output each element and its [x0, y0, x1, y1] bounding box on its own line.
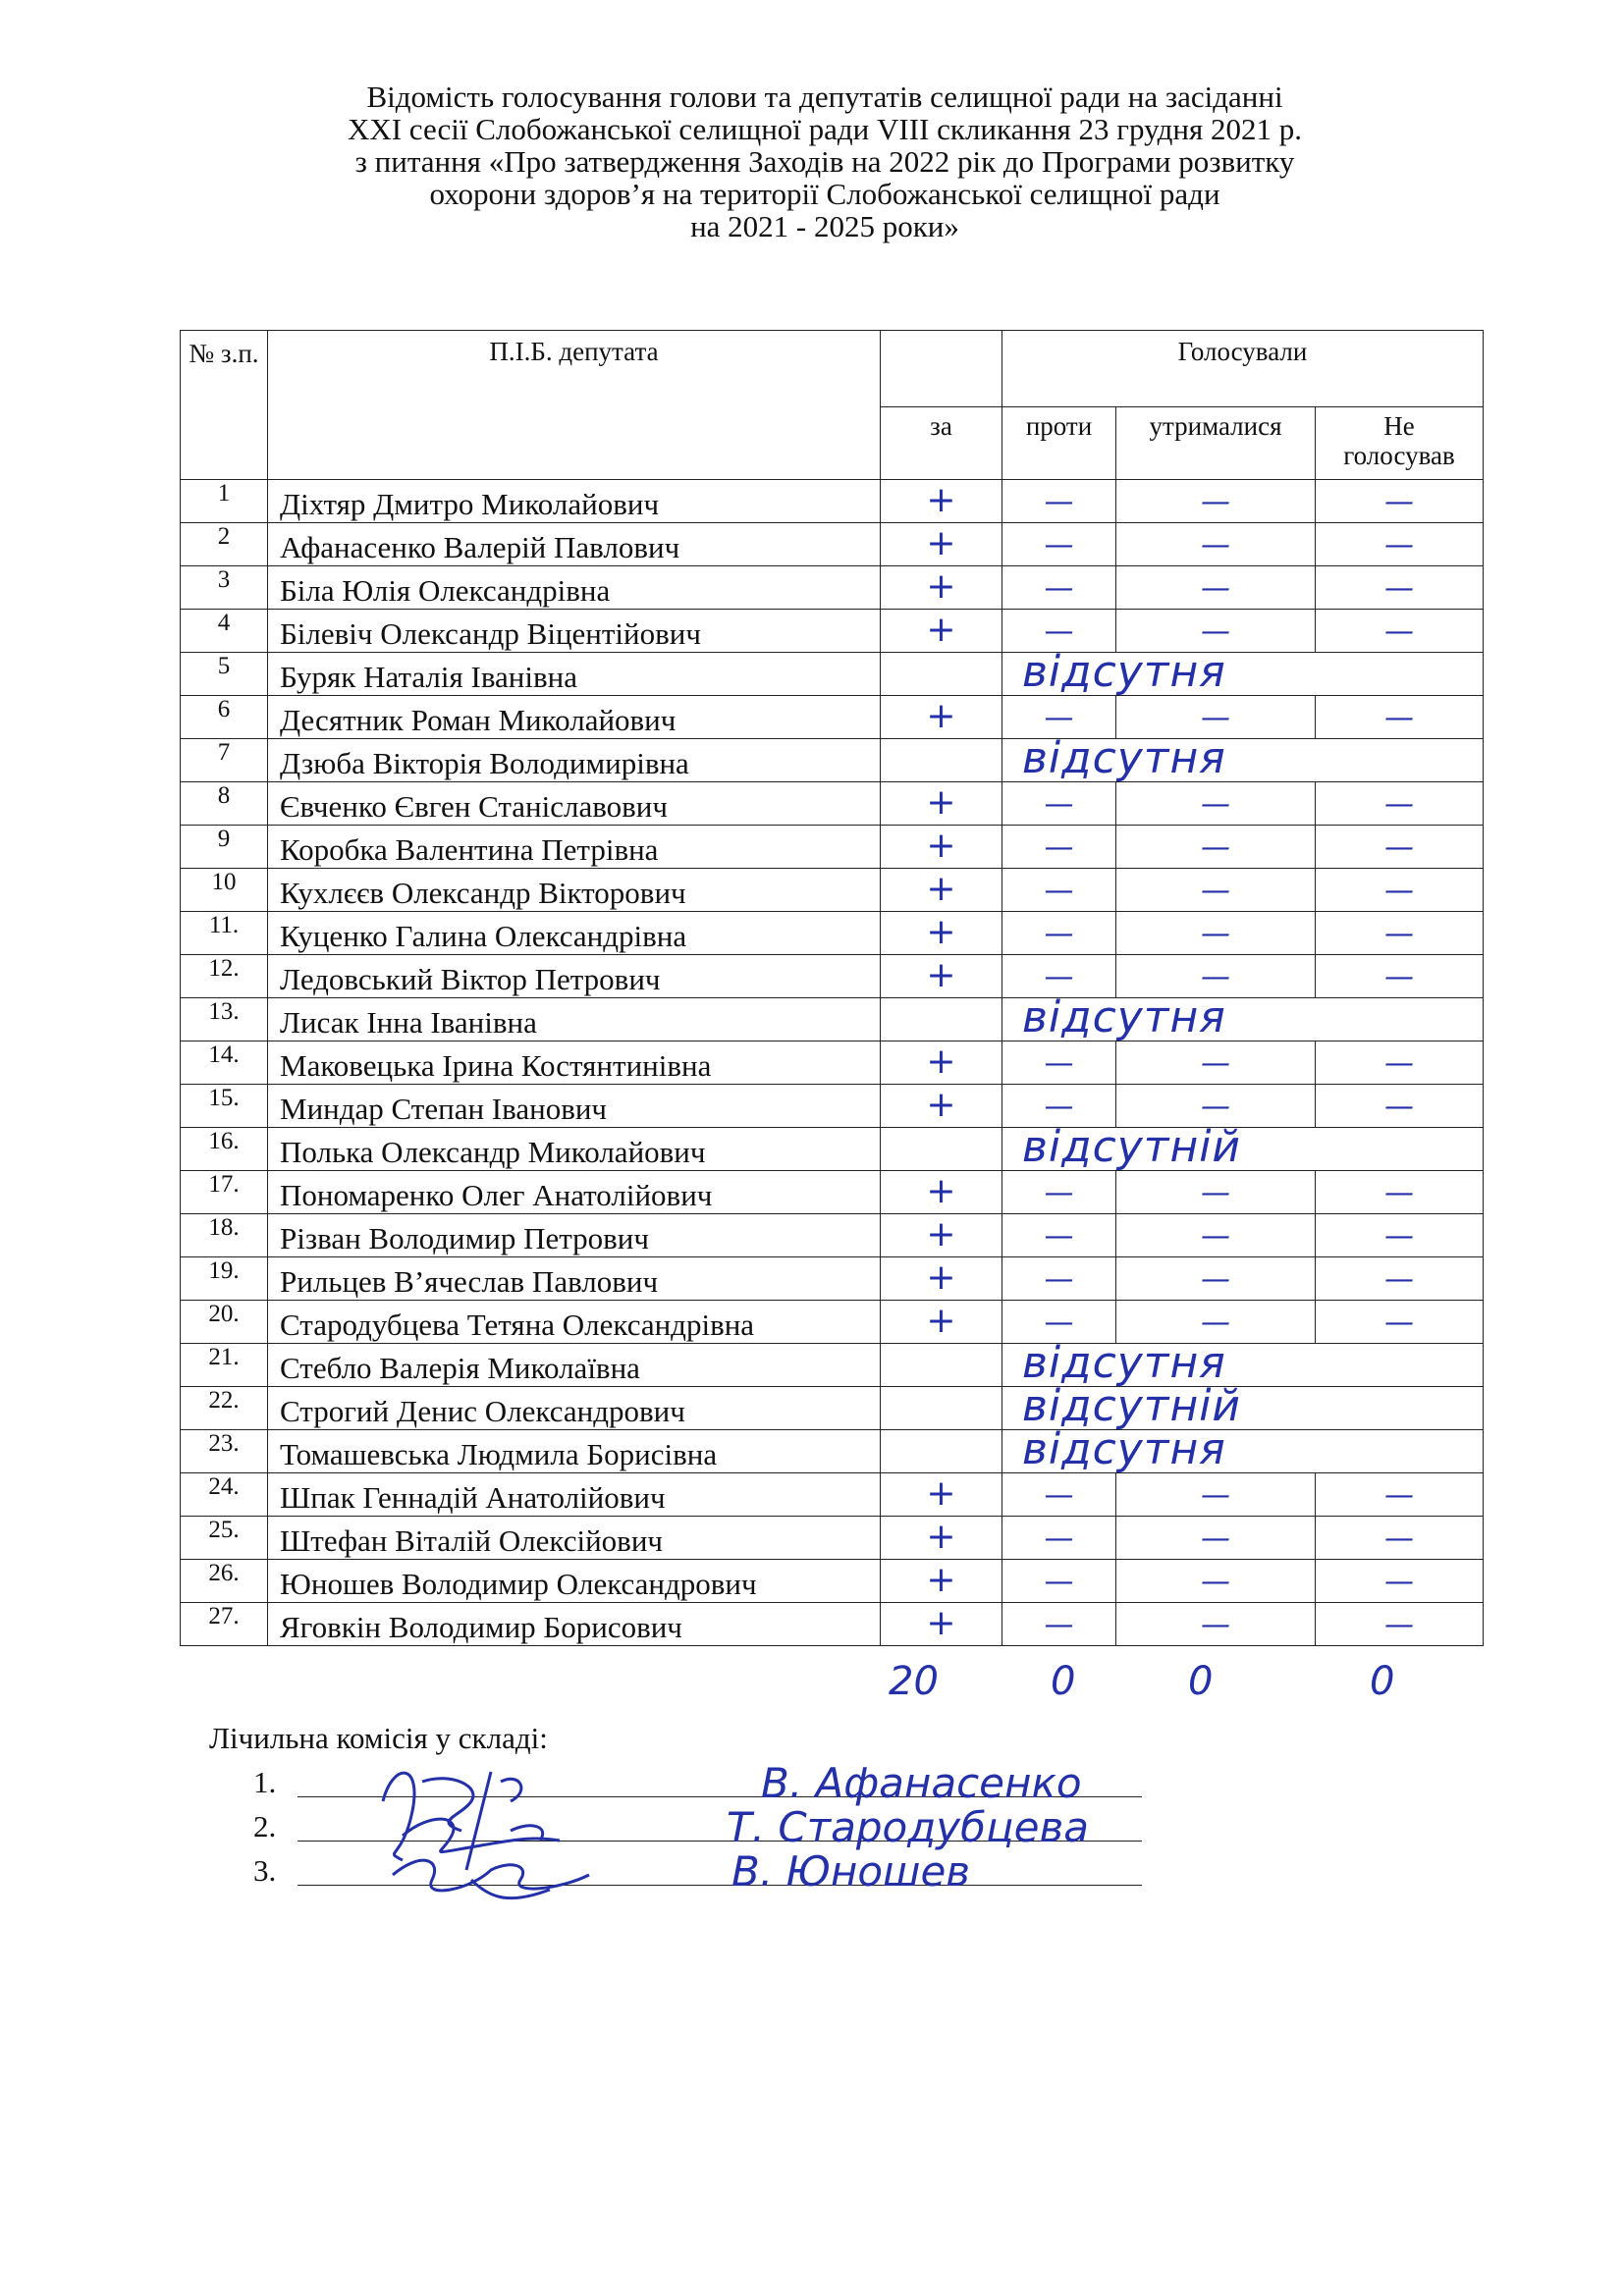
vote-cell	[881, 523, 1002, 566]
row-number: 19.	[181, 1257, 268, 1301]
deputy-name: Маковецька Ірина Костянтинівна	[268, 1041, 881, 1085]
vote-cell	[881, 1344, 1002, 1387]
vote-cell	[881, 955, 1002, 998]
vote-cell	[881, 1560, 1002, 1603]
vote-cell	[1116, 955, 1316, 998]
vote-against-mark: —	[1044, 1521, 1074, 1556]
row-number: 20.	[181, 1301, 268, 1344]
vote-cell	[1002, 1603, 1116, 1646]
table-row	[181, 610, 1484, 653]
row-number: 8	[181, 782, 268, 826]
deputy-name: Стебло Валерія Миколаївна	[268, 1344, 881, 1387]
row-number: 18.	[181, 1214, 268, 1257]
row-number: 6	[181, 696, 268, 739]
commission-num: 2.	[253, 1809, 277, 1843]
row-number: 26.	[181, 1560, 268, 1603]
vote-for-mark: +	[926, 696, 956, 736]
header-voted: Голосували	[1002, 331, 1484, 407]
vote-abstained-mark: —	[1201, 484, 1230, 519]
absent-note: відсутня	[1022, 1424, 1226, 1474]
vote-abstained-mark: —	[1201, 700, 1230, 735]
vote-cell	[881, 566, 1002, 610]
row-number: 16.	[181, 1128, 268, 1171]
vote-cell	[1002, 647, 1484, 697]
vote-cell	[1116, 1085, 1316, 1128]
vote-cell	[1002, 1473, 1116, 1517]
row-number: 4	[181, 610, 268, 653]
vote-not-voted-mark: —	[1384, 829, 1414, 865]
vote-for-mark: +	[926, 1085, 956, 1125]
table-row	[181, 1171, 1484, 1214]
vote-cell	[1002, 1517, 1116, 1560]
vote-cell	[881, 610, 1002, 653]
vote-cell	[881, 1214, 1002, 1257]
vote-not-voted-mark: —	[1384, 614, 1414, 649]
vote-against-mark: —	[1044, 1477, 1074, 1513]
deputy-name: Дзюба Вікторія Володимирівна	[268, 739, 881, 782]
deputy-name: Десятник Роман Миколайович	[268, 696, 881, 739]
vote-for-mark: +	[926, 869, 956, 909]
vote-not-voted-mark: —	[1384, 786, 1414, 822]
vote-cell	[1116, 869, 1316, 912]
vote-cell	[1116, 1041, 1316, 1085]
vote-against-mark: —	[1044, 570, 1074, 606]
voting-table-body	[181, 480, 1484, 1646]
vote-against-mark: —	[1044, 1175, 1074, 1210]
vote-against-mark: —	[1044, 484, 1074, 519]
table-row	[181, 653, 1484, 696]
vote-cell	[1316, 955, 1484, 998]
vote-for-mark: +	[926, 1473, 956, 1514]
vote-cell	[881, 1171, 1002, 1214]
table-row	[181, 955, 1484, 998]
absent-note: відсутній	[1022, 1122, 1242, 1172]
row-number: 22.	[181, 1387, 268, 1430]
vote-cell	[1002, 523, 1116, 566]
vote-for-mark: +	[926, 566, 956, 607]
vote-abstained-mark: —	[1201, 1477, 1230, 1513]
vote-cell	[1002, 610, 1116, 653]
vote-cell	[1116, 782, 1316, 826]
commission-num: 3.	[253, 1853, 277, 1888]
vote-for-mark: +	[926, 782, 956, 823]
deputy-name: Ледовський Віктор Петрович	[268, 955, 881, 998]
vote-cell	[1316, 523, 1484, 566]
table-row	[181, 1085, 1484, 1128]
deputy-name: Різван Володимир Петрович	[268, 1214, 881, 1257]
vote-abstained-mark: —	[1201, 1607, 1230, 1642]
row-number: 1	[181, 480, 268, 523]
vote-cell	[1316, 1085, 1484, 1128]
vote-abstained-mark: —	[1201, 1261, 1230, 1297]
vote-cell	[1002, 782, 1116, 826]
vote-cell	[881, 1473, 1002, 1517]
vote-against-mark: —	[1044, 614, 1074, 649]
vote-against-mark: —	[1044, 700, 1074, 735]
vote-cell	[881, 1517, 1002, 1560]
table-row	[181, 1214, 1484, 1257]
absent-note: відсутня	[1022, 992, 1226, 1042]
table-row	[181, 480, 1484, 523]
vote-cell	[1002, 566, 1116, 610]
vote-abstained-mark: —	[1201, 1045, 1230, 1081]
vote-against-mark: —	[1044, 1305, 1074, 1340]
vote-cell	[1002, 1338, 1484, 1388]
vote-cell	[1002, 992, 1484, 1042]
vote-cell	[1316, 1473, 1484, 1517]
vote-for-mark: +	[926, 1257, 956, 1298]
vote-abstained-mark: —	[1201, 873, 1230, 908]
vote-against-mark: —	[1044, 1564, 1074, 1599]
vote-cell	[1316, 1560, 1484, 1603]
vote-cell	[881, 782, 1002, 826]
deputy-name: Євченко Євген Станіславович	[268, 782, 881, 826]
vote-abstained-mark: —	[1201, 1089, 1230, 1124]
vote-cell	[1316, 1257, 1484, 1301]
vote-for-mark: +	[926, 1560, 956, 1600]
total-for: 20	[889, 1659, 939, 1704]
commission-num: 1.	[253, 1765, 277, 1799]
vote-cell	[881, 739, 1002, 782]
vote-cell	[1002, 733, 1484, 783]
vote-not-voted-mark: —	[1384, 570, 1414, 606]
vote-for-mark: +	[926, 1517, 956, 1557]
absent-note: відсутня	[1022, 1338, 1226, 1388]
vote-cell	[1316, 480, 1484, 523]
header-num: № з.п.	[181, 331, 268, 480]
vote-not-voted-mark: —	[1384, 1305, 1414, 1340]
vote-against-mark: —	[1044, 1607, 1074, 1642]
deputy-name: Коробка Валентина Петрівна	[268, 826, 881, 869]
vote-cell	[1002, 1214, 1116, 1257]
vote-not-voted-mark: —	[1384, 1218, 1414, 1254]
vote-not-voted-mark: —	[1384, 1607, 1414, 1642]
vote-not-voted-mark: —	[1384, 1521, 1414, 1556]
table-row	[181, 1301, 1484, 1344]
header-for: за	[881, 407, 1002, 480]
vote-abstained-mark: —	[1201, 1564, 1230, 1599]
vote-cell	[1002, 1085, 1116, 1128]
vote-cell	[1116, 1214, 1316, 1257]
vote-for-mark: +	[926, 523, 956, 563]
vote-against-mark: —	[1044, 786, 1074, 822]
absent-note: відсутня	[1022, 647, 1226, 697]
deputy-name: Полька Олександр Миколайович	[268, 1128, 881, 1171]
absent-note: відсутній	[1022, 1381, 1242, 1431]
vote-cell	[1116, 1603, 1316, 1646]
vote-not-voted-mark: —	[1384, 527, 1414, 562]
deputy-name: Юношев Володимир Олександрович	[268, 1560, 881, 1603]
vote-cell	[881, 912, 1002, 955]
row-number: 5	[181, 653, 268, 696]
deputy-name: Стародубцева Тетяна Олександрівна	[268, 1301, 881, 1344]
vote-cell	[1002, 826, 1116, 869]
commission-label: Лічильна комісія у складі:	[209, 1721, 548, 1755]
title-line: охорони здоров’я на території Слобожанської селищної ради	[429, 177, 1220, 211]
vote-cell	[1002, 480, 1116, 523]
commission-line-1	[253, 1765, 295, 1800]
title-line: з питання «Про затвердження Заходів на 2022 рік до Програми розвитку	[354, 144, 1295, 179]
vote-cell	[1002, 1424, 1484, 1474]
vote-cell	[1116, 1257, 1316, 1301]
vote-cell	[881, 1257, 1002, 1301]
absent-note: відсутня	[1022, 733, 1226, 783]
table-row	[181, 912, 1484, 955]
header-against: проти	[1002, 407, 1116, 480]
vote-abstained-mark: —	[1201, 786, 1230, 822]
deputy-name: Рильцев В’ячеслав Павлович	[268, 1257, 881, 1301]
table-row	[181, 1344, 1484, 1387]
commission-line-3	[253, 1853, 295, 1889]
vote-abstained-mark: —	[1201, 916, 1230, 951]
vote-cell	[1316, 1517, 1484, 1560]
vote-cell	[1316, 610, 1484, 653]
table-row	[181, 1560, 1484, 1603]
vote-cell	[881, 1430, 1002, 1473]
vote-cell	[1002, 869, 1116, 912]
vote-cell	[1316, 1041, 1484, 1085]
vote-cell	[1116, 566, 1316, 610]
vote-cell	[1116, 1473, 1316, 1517]
vote-against-mark: —	[1044, 1045, 1074, 1081]
vote-against-mark: —	[1044, 1261, 1074, 1297]
deputy-name: Яговкін Володимир Борисович	[268, 1603, 881, 1646]
row-number: 15.	[181, 1085, 268, 1128]
vote-for-mark: +	[926, 1214, 956, 1255]
table-row	[181, 1387, 1484, 1430]
row-number: 11.	[181, 912, 268, 955]
vote-against-mark: —	[1044, 873, 1074, 908]
vote-cell	[881, 1387, 1002, 1430]
row-number: 23.	[181, 1430, 268, 1473]
title-line: XXI сесії Слобожанської селищної ради VIII скликання 23 грудня 2021 р.	[347, 112, 1303, 146]
vote-for-mark: +	[926, 480, 956, 520]
vote-not-voted-mark: —	[1384, 873, 1414, 908]
vote-cell	[1316, 1214, 1484, 1257]
vote-for-mark: +	[926, 826, 956, 866]
table-row	[181, 782, 1484, 826]
vote-against-mark: —	[1044, 527, 1074, 562]
vote-cell	[1002, 912, 1116, 955]
vote-for-mark: +	[926, 1603, 956, 1643]
total-abstained: 0	[1188, 1659, 1214, 1704]
commission-line-2	[253, 1809, 295, 1844]
deputy-name: Куценко Галина Олександрівна	[268, 912, 881, 955]
table-row	[181, 696, 1484, 739]
deputy-name: Шпак Геннадій Анатолійович	[268, 1473, 881, 1517]
table-row	[181, 1257, 1484, 1301]
vote-against-mark: —	[1044, 916, 1074, 951]
vote-abstained-mark: —	[1201, 829, 1230, 865]
vote-cell	[1002, 1560, 1116, 1603]
total-not-voted: 0	[1370, 1659, 1395, 1704]
vote-cell	[1116, 696, 1316, 739]
vote-not-voted-mark: —	[1384, 700, 1414, 735]
vote-cell	[881, 1041, 1002, 1085]
vote-abstained-mark: —	[1201, 570, 1230, 606]
vote-cell	[1002, 1301, 1116, 1344]
table-row	[181, 566, 1484, 610]
deputy-name: Афанасенко Валерій Павлович	[268, 523, 881, 566]
vote-abstained-mark: —	[1201, 614, 1230, 649]
vote-not-voted-mark: —	[1384, 916, 1414, 951]
deputy-name: Пономаренко Олег Анатолійович	[268, 1171, 881, 1214]
vote-cell	[1116, 1301, 1316, 1344]
vote-cell	[1116, 1171, 1316, 1214]
vote-cell	[881, 1128, 1002, 1171]
vote-not-voted-mark: —	[1384, 1261, 1414, 1297]
vote-cell	[881, 869, 1002, 912]
vote-for-mark: +	[926, 1301, 956, 1341]
table-row	[181, 869, 1484, 912]
vote-abstained-mark: —	[1201, 527, 1230, 562]
row-number: 12.	[181, 955, 268, 998]
deputy-name: Діхтяр Дмитро Миколайович	[268, 480, 881, 523]
header-name: П.І.Б. депутата	[268, 331, 881, 480]
vote-not-voted-mark: —	[1384, 1175, 1414, 1210]
deputy-name: Кухлєєв Олександр Вікторович	[268, 869, 881, 912]
vote-cell	[1002, 955, 1116, 998]
title-line: на 2021 - 2025 роки»	[690, 209, 959, 243]
deputy-name: Миндар Степан Іванович	[268, 1085, 881, 1128]
vote-cell	[1002, 1381, 1484, 1431]
vote-against-mark: —	[1044, 1089, 1074, 1124]
vote-abstained-mark: —	[1201, 1218, 1230, 1254]
row-number: 13.	[181, 998, 268, 1041]
vote-cell	[1116, 826, 1316, 869]
row-number: 21.	[181, 1344, 268, 1387]
vote-not-voted-mark: —	[1384, 959, 1414, 994]
total-against: 0	[1051, 1659, 1076, 1704]
vote-cell	[1002, 1257, 1116, 1301]
vote-cell	[1116, 1560, 1316, 1603]
vote-cell	[1316, 1301, 1484, 1344]
table-row	[181, 826, 1484, 869]
vote-against-mark: —	[1044, 829, 1074, 865]
table-row	[181, 998, 1484, 1041]
deputy-name: Строгий Денис Олександрович	[268, 1387, 881, 1430]
vote-for-mark: +	[926, 1171, 956, 1211]
table-row	[181, 1041, 1484, 1085]
vote-for-mark: +	[926, 955, 956, 995]
vote-cell	[1116, 523, 1316, 566]
vote-abstained-mark: —	[1201, 1521, 1230, 1556]
vote-cell	[1116, 912, 1316, 955]
row-number: 25.	[181, 1517, 268, 1560]
vote-for-mark: +	[926, 912, 956, 952]
header-empty	[881, 331, 1002, 407]
vote-cell	[1116, 480, 1316, 523]
deputy-name: Буряк Наталія Іванівна	[268, 653, 881, 696]
vote-cell	[1116, 1517, 1316, 1560]
deputy-name: Томашевська Людмила Борисівна	[268, 1430, 881, 1473]
vote-abstained-mark: —	[1201, 1305, 1230, 1340]
vote-cell	[1316, 566, 1484, 610]
row-number: 14.	[181, 1041, 268, 1085]
commission-member-name: В. Афанасенко	[761, 1759, 1082, 1807]
vote-abstained-mark: —	[1201, 1175, 1230, 1210]
deputy-name: Білевіч Олександр Віцентійович	[268, 610, 881, 653]
row-number: 24.	[181, 1473, 268, 1517]
vote-against-mark: —	[1044, 959, 1074, 994]
vote-cell	[881, 653, 1002, 696]
vote-not-voted-mark: —	[1384, 484, 1414, 519]
row-number: 7	[181, 739, 268, 782]
row-number: 2	[181, 523, 268, 566]
table-row	[181, 1128, 1484, 1171]
vote-not-voted-mark: —	[1384, 1045, 1414, 1081]
vote-cell	[881, 826, 1002, 869]
vote-cell	[881, 1603, 1002, 1646]
header-abstained: утрималися	[1116, 407, 1316, 480]
table-row	[181, 1473, 1484, 1517]
vote-abstained-mark: —	[1201, 959, 1230, 994]
table-row	[181, 1603, 1484, 1646]
vote-cell	[881, 696, 1002, 739]
vote-cell	[1002, 1041, 1116, 1085]
vote-cell	[1002, 1122, 1484, 1172]
vote-cell	[1316, 696, 1484, 739]
vote-cell	[881, 1301, 1002, 1344]
vote-cell	[1002, 1171, 1116, 1214]
vote-not-voted-mark: —	[1384, 1089, 1414, 1124]
vote-cell	[1002, 696, 1116, 739]
vote-cell	[881, 998, 1002, 1041]
document-title	[147, 80, 1502, 242]
deputy-name: Штефан Віталій Олексійович	[268, 1517, 881, 1560]
vote-cell	[1316, 912, 1484, 955]
table-row	[181, 523, 1484, 566]
row-number: 3	[181, 566, 268, 610]
vote-cell	[1316, 869, 1484, 912]
vote-for-mark: +	[926, 1041, 956, 1082]
table-row	[181, 739, 1484, 782]
voting-table	[180, 330, 1484, 1646]
vote-cell	[1316, 1171, 1484, 1214]
header-not-voted: Не голосував	[1316, 407, 1484, 480]
vote-cell	[1316, 782, 1484, 826]
title-line: Відомість голосування голови та депутатів селищної ради на засіданні	[366, 80, 1283, 114]
row-number: 17.	[181, 1171, 268, 1214]
vote-not-voted-mark: —	[1384, 1564, 1414, 1599]
vote-not-voted-mark: —	[1384, 1477, 1414, 1513]
commission-member-name: Т. Стародубцева	[727, 1803, 1089, 1851]
vote-cell	[1316, 826, 1484, 869]
vote-against-mark: —	[1044, 1218, 1074, 1254]
vote-cell	[1116, 610, 1316, 653]
table-row	[181, 1517, 1484, 1560]
deputy-name: Лисак Інна Іванівна	[268, 998, 881, 1041]
signature-scribble-icon	[363, 1742, 658, 1914]
row-number: 9	[181, 826, 268, 869]
vote-cell	[1316, 1603, 1484, 1646]
commission-member-name: В. Юношев	[731, 1847, 971, 1896]
vote-cell	[881, 1085, 1002, 1128]
vote-for-mark: +	[926, 610, 956, 650]
row-number: 10	[181, 869, 268, 912]
deputy-name: Біла Юлія Олександрівна	[268, 566, 881, 610]
row-number: 27.	[181, 1603, 268, 1646]
table-row	[181, 1430, 1484, 1473]
vote-cell	[881, 480, 1002, 523]
